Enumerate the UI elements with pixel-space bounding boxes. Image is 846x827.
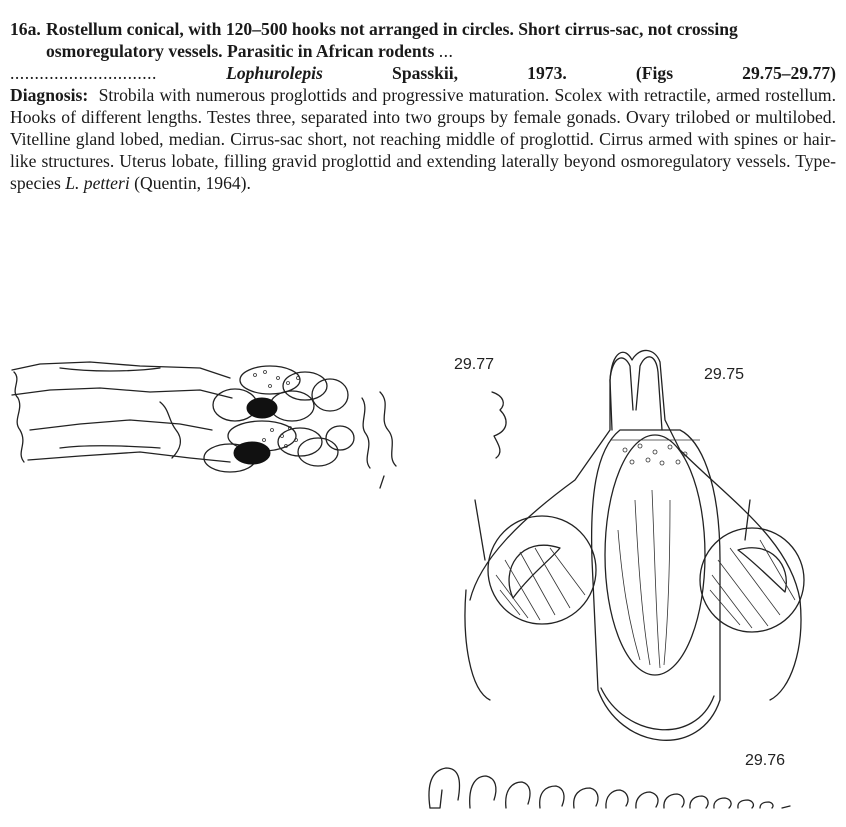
figure-label-29-75: 29.75 [704,366,745,383]
diagnosis-text: Strobila with numerous proglottids and progressive maturation. Scolex with retractile, armed rostellum. Hooks of different lengths. Testes three, separated into two groups by female gonads. Ovary trilobed or multilobed. Vitelline gland lobed, median. Cirrus-sac short, not reaching middle of proglottid. Cirrus armed with spines or hair-like structures. Uterus lobate, filling gravid proglottid and extending laterally beyond osmoregulatory vessels. Type-species [10,85,837,193]
leader-dots: .............................. [10,63,157,83]
hook-icon [738,800,754,808]
genus-author: Spasskii, 1973. [392,63,567,83]
hooks-row [429,768,790,808]
hook-icon [470,776,496,808]
hook-icon [430,790,442,808]
couplet-number: 16a. [10,19,41,39]
couplet-text: Rostellum conical, with 120–500 hooks not arranged in circles. Short cirrus-sac, not crossing osmoregulatory vessels. Parasitic in African rodents [46,19,738,61]
diagnosis-label: Diagnosis: [10,85,89,105]
hook-icon [429,768,460,808]
type-species-name: L. petteri [65,173,130,193]
hook-icon [540,786,564,808]
figure-label-29-77: 29.77 [454,356,495,373]
scolex-drawing [465,350,804,740]
proglottid-drawing [12,362,396,488]
figure-reference: (Figs 29.75–29.77) [635,63,836,83]
hook-icon [714,798,731,808]
genus-name: Lophurolepis [226,63,323,83]
hook-icon [574,788,598,808]
hook-29-77 [492,392,506,458]
type-species-authority: (Quentin, 1964). [134,173,251,193]
hook-icon [506,782,530,808]
hook-icon [664,794,684,808]
hook-icon [760,802,773,808]
hook-icon [782,806,790,808]
hook-icon [606,790,628,808]
figure-label-29-76: 29.76 [745,752,786,769]
couplet-ellipsis: ... [438,41,454,61]
hook-icon [690,796,708,808]
hook-icon [636,792,658,808]
